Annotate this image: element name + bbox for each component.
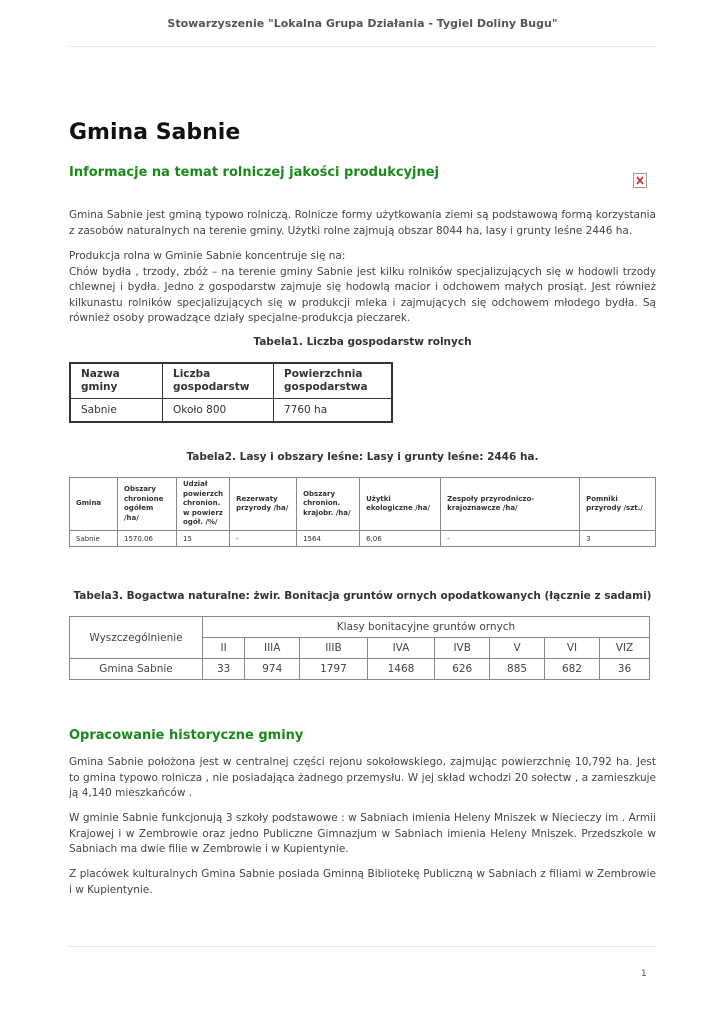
section-heading-history: Opracowanie historyczne gminy — [69, 728, 304, 743]
table-header-cell: Gmina — [70, 478, 118, 531]
table-header-cell: IVB — [435, 638, 490, 659]
table-cell: 626 — [435, 659, 490, 680]
table-cell: 1797 — [300, 659, 368, 680]
table-header-cell: VI — [545, 638, 600, 659]
header-divider — [69, 46, 656, 47]
table-header-cell: Pomniki przyrody /szt./ — [580, 478, 656, 531]
page-number: 1 — [641, 969, 647, 979]
table-header-cell: V — [490, 638, 545, 659]
table-header-cell: II — [203, 638, 245, 659]
agriculture-paragraph-2 — [69, 249, 656, 327]
history-paragraph-3: Z placówek kulturalnych Gmina Sabnie posiada Gminną Bibliotekę Publiczną w Sabniach z filiami w Zembrowie i w Kupientynie. — [69, 868, 656, 896]
table-row — [70, 659, 650, 680]
table1-caption: Tabela1. Liczba gospodarstw rolnych — [253, 336, 472, 348]
table-header-cell: Klasy bonitacyjne gruntów ornych — [203, 617, 650, 638]
table-cell: 7760 ha — [274, 399, 393, 423]
table-cell: 3 — [580, 531, 656, 547]
table-header-cell: Nazwa gminy — [70, 363, 163, 399]
table-header-cell: Obszary chronione ogółem /ha/ — [118, 478, 177, 531]
table-header-cell: Powierzchnia gospodarstwa — [274, 363, 393, 399]
table-cell: 1564 — [297, 531, 360, 547]
forests-table — [69, 477, 656, 547]
table-cell: 885 — [490, 659, 545, 680]
broken-image-icon — [633, 173, 647, 188]
page-header: Stowarzyszenie "Lokalna Grupa Działania - Tygiel Doliny Bugu" — [167, 17, 558, 30]
section-heading-agriculture: Informacje na temat rolniczej jakości produkcyjnej — [69, 165, 440, 180]
table-cell: Sabnie — [70, 399, 163, 423]
table-header-cell: Wyszczególnienie — [70, 617, 203, 659]
table-header-cell: VIZ — [599, 638, 649, 659]
footer-divider — [69, 946, 656, 947]
production-details: Chów bydła , trzody, zbóż – na terenie gminy Sabnie jest kilku rolników specjalizujących się w hodowli trzody chlewnej i bydła. Jedno z gospodarstw zajmuje się hodowlą macior i odchowem małych prosiąt. Jest również kilkunastu rolników specjalizujących się w produkcji mleka i zajmujących się odchowem młodego bydła. Są również osoby prowadzące działy specjalne-produkcja pieczarek. — [69, 265, 656, 325]
table-header-cell: Użytki ekologiczne /ha/ — [360, 478, 441, 531]
page-title: Gmina Sabnie — [69, 120, 241, 145]
table-cell: - — [230, 531, 297, 547]
table-header-row — [70, 363, 392, 399]
table-cell: - — [441, 531, 580, 547]
table-cell: 1570.06 — [118, 531, 177, 547]
agriculture-paragraph-1: Gmina Sabnie jest gminą typowo rolniczą. Rolnicze formy użytkowania ziemi są podstawową formą korzystania z zasobów naturalnych na terenie gminy. Użytki rolne zajmują obszar 8044 ha, lasy i grunty leśne 2446 ha. — [69, 209, 656, 237]
table-cell: 36 — [599, 659, 649, 680]
history-paragraph-1: Gmina Sabnie położona jest w centralnej części rejonu sokołowskiego, zajmując powierzchnię 10,792 ha. Jest to gmina typowo rolnicza , nie posiadająca żadnego przemysłu. W jej skład wchodzi 20 sołectw , a zamieszkuje ją 4,140 mieszkańców . — [69, 756, 656, 800]
table-row — [70, 399, 392, 423]
table-header-cell: IIIA — [245, 638, 300, 659]
table-cell: Gmina Sabnie — [70, 659, 203, 680]
table-cell: 15 — [177, 531, 230, 547]
table-header-cell: Liczba gospodarstw — [163, 363, 274, 399]
table2-caption: Tabela2. Lasy i obszary leśne: Lasy i grunty leśne: 2446 ha. — [186, 451, 539, 463]
table3-caption: Tabela3. Bogactwa naturalne: żwir. Bonitacja gruntów ornych opodatkowanych (łącznie z sadami) — [73, 590, 652, 602]
table-cell: Około 800 — [163, 399, 274, 423]
table-header-cell: Obszary chronion. krajobr. /ha/ — [297, 478, 360, 531]
history-paragraph-2: W gminie Sabnie funkcjonują 3 szkoły podstawowe : w Sabniach imienia Heleny Mniszek w Niecieczy im . Armii Krajowej i w Zembrowie oraz jedno Publiczne Gimnazjum w Sabniach imienia Heleny Mniszek. Przedszkole w Sabniach ma dwie filie w Zembrowie i w Kupientynie. — [69, 812, 656, 856]
table-cell: 682 — [545, 659, 600, 680]
farms-table — [69, 362, 393, 423]
table-header-cell: Rezerwaty przyrody /ha/ — [230, 478, 297, 531]
table-cell: 1468 — [367, 659, 435, 680]
table-cell: 974 — [245, 659, 300, 680]
table-cell: 6,06 — [360, 531, 441, 547]
soil-classes-table — [69, 616, 650, 680]
table-cell: 33 — [203, 659, 245, 680]
table-header-cell: IVA — [367, 638, 435, 659]
table-header-row — [70, 617, 650, 638]
table-cell: Sabnie — [70, 531, 118, 547]
table-header-row — [70, 478, 656, 531]
table-row — [70, 531, 656, 547]
table-header-cell: IIIB — [300, 638, 368, 659]
table-header-cell: Udział powierzch chronion. w powierz ogół. /%/ — [177, 478, 230, 531]
table-header-cell: Zespoły przyrodniczo-krajoznawcze /ha/ — [441, 478, 580, 531]
production-intro: Produkcja rolna w Gminie Sabnie koncentruje się na: — [69, 250, 346, 262]
